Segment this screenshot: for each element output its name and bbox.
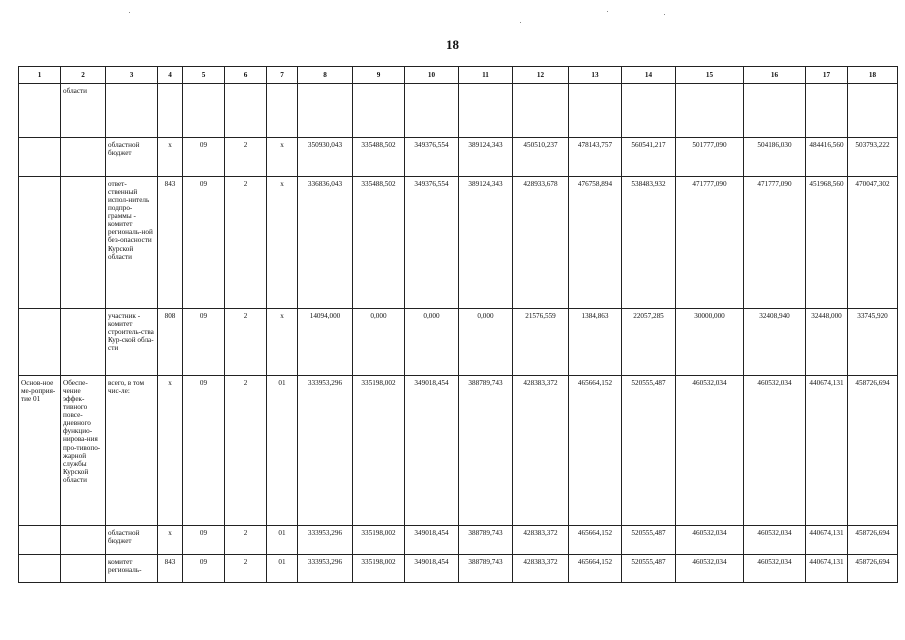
table-cell: участник - комитет строитель-ства Кур-ской обла-сти (106, 309, 158, 376)
table-cell: x (267, 138, 298, 177)
table-cell (622, 84, 676, 138)
table-cell: 2 (225, 177, 267, 309)
table-cell: 335198,002 (353, 526, 405, 555)
table-cell: 440674,131 (806, 376, 848, 526)
table-cell: 471777,090 (676, 177, 744, 309)
table-cell: 471777,090 (744, 177, 806, 309)
table-row (19, 526, 898, 555)
page-number: 18 (446, 37, 459, 52)
table-cell (19, 138, 61, 177)
column-header-1: 1 (19, 67, 61, 84)
scan-speck (607, 11, 608, 12)
table-cell: 335198,002 (353, 376, 405, 526)
table-cell: 349018,454 (405, 376, 459, 526)
column-header-4: 4 (158, 67, 183, 84)
table-cell: 32408,940 (744, 309, 806, 376)
table-cell (405, 84, 459, 138)
table-cell: комитет региональ- (106, 555, 158, 583)
table-cell (848, 84, 898, 138)
table-cell: 1384,863 (569, 309, 622, 376)
column-header-11: 11 (459, 67, 513, 84)
scan-speck (520, 22, 521, 23)
table-cell (459, 84, 513, 138)
table-cell: 458726,694 (848, 555, 898, 583)
table-cell: 0,000 (353, 309, 405, 376)
table-cell: 350930,043 (298, 138, 353, 177)
table-cell: 428383,372 (513, 376, 569, 526)
table-cell: x (158, 526, 183, 555)
table-cell (676, 84, 744, 138)
table-cell: всего, в том чис-ле: (106, 376, 158, 526)
column-header-15: 15 (676, 67, 744, 84)
table-cell: ответ-ственный испол-нитель подпро-граммы - комитет региональ-ной без-опасности Курской области (106, 177, 158, 309)
table-cell: 32448,000 (806, 309, 848, 376)
table-cell: 09 (183, 309, 225, 376)
table-cell: 520555,487 (622, 376, 676, 526)
table-cell: 843 (158, 555, 183, 583)
table-row (19, 555, 898, 583)
column-header-7: 7 (267, 67, 298, 84)
table-cell: 2 (225, 138, 267, 177)
table-cell: 501777,090 (676, 138, 744, 177)
table-cell (298, 84, 353, 138)
table-row (19, 84, 898, 138)
table-cell: 520555,487 (622, 526, 676, 555)
table-cell: 09 (183, 138, 225, 177)
table-cell: 465664,152 (569, 376, 622, 526)
table-cell: 460532,034 (744, 376, 806, 526)
table-cell: 333953,296 (298, 526, 353, 555)
column-header-2: 2 (61, 67, 106, 84)
table-cell: 09 (183, 526, 225, 555)
column-header-3: 3 (106, 67, 158, 84)
table-cell (19, 177, 61, 309)
column-header-13: 13 (569, 67, 622, 84)
table-cell: 440674,131 (806, 555, 848, 583)
table-cell (19, 84, 61, 138)
table-cell: 33745,920 (848, 309, 898, 376)
table-cell: 808 (158, 309, 183, 376)
table-cell (61, 138, 106, 177)
table-cell: x (267, 309, 298, 376)
table-cell: 349376,554 (405, 177, 459, 309)
table-cell: 22057,285 (622, 309, 676, 376)
table-cell: Обеспе-чение эффек-тивного повсе-дневного функцио-нирова-ния про-тивопо-жарной службы Курской области (61, 376, 106, 526)
table-cell: областной бюджет (106, 526, 158, 555)
table-cell: 335488,502 (353, 177, 405, 309)
table-cell (19, 555, 61, 583)
table-cell: Основ-ное ме-роприя-тие 01 (19, 376, 61, 526)
table-cell: 503793,222 (848, 138, 898, 177)
column-header-18: 18 (848, 67, 898, 84)
table-cell: 440674,131 (806, 526, 848, 555)
table-cell: 30000,000 (676, 309, 744, 376)
table-row (19, 309, 898, 376)
table-cell: 560541,217 (622, 138, 676, 177)
table-cell (225, 84, 267, 138)
table-cell (106, 84, 158, 138)
table-cell (61, 177, 106, 309)
table-cell (513, 84, 569, 138)
table-cell: 0,000 (459, 309, 513, 376)
table-cell: 460532,034 (744, 526, 806, 555)
column-header-12: 12 (513, 67, 569, 84)
table-cell: 2 (225, 555, 267, 583)
table-cell (61, 526, 106, 555)
table-cell (61, 309, 106, 376)
table-cell (19, 309, 61, 376)
table-cell: 465664,152 (569, 555, 622, 583)
table-cell (267, 84, 298, 138)
table-cell: 478143,757 (569, 138, 622, 177)
table-cell: 388789,743 (459, 555, 513, 583)
table-cell: 2 (225, 309, 267, 376)
table-cell: 349018,454 (405, 526, 459, 555)
table-cell: 450510,237 (513, 138, 569, 177)
budget-table (18, 66, 898, 583)
table-cell: 09 (183, 376, 225, 526)
table-cell: 0,000 (405, 309, 459, 376)
table-cell: 335488,502 (353, 138, 405, 177)
table-cell: области (61, 84, 106, 138)
table-cell: 09 (183, 177, 225, 309)
column-header-10: 10 (405, 67, 459, 84)
column-header-16: 16 (744, 67, 806, 84)
table-cell: 09 (183, 555, 225, 583)
table-cell: 538483,932 (622, 177, 676, 309)
table-cell: 476758,894 (569, 177, 622, 309)
table-cell (744, 84, 806, 138)
column-number-row (19, 67, 898, 84)
table-cell (183, 84, 225, 138)
table-cell: 333953,296 (298, 376, 353, 526)
scan-speck (129, 12, 130, 13)
table-cell: 460532,034 (676, 555, 744, 583)
table-cell: 333953,296 (298, 555, 353, 583)
table-cell: 428383,372 (513, 555, 569, 583)
table-cell: 460532,034 (676, 376, 744, 526)
table-cell: 458726,694 (848, 376, 898, 526)
table-body (19, 84, 898, 583)
table-cell: областной бюджет (106, 138, 158, 177)
table-cell: 428933,678 (513, 177, 569, 309)
table-cell: 484416,560 (806, 138, 848, 177)
table-row (19, 376, 898, 526)
table-cell: 465664,152 (569, 526, 622, 555)
table-cell: 460532,034 (744, 555, 806, 583)
table-cell (353, 84, 405, 138)
table-row (19, 177, 898, 309)
table-cell: 14094,000 (298, 309, 353, 376)
table-row (19, 138, 898, 177)
table-cell: 349376,554 (405, 138, 459, 177)
table-cell: 843 (158, 177, 183, 309)
table-cell: 01 (267, 376, 298, 526)
table-cell (569, 84, 622, 138)
table-cell: x (158, 138, 183, 177)
table-cell: 335198,002 (353, 555, 405, 583)
scan-speck (664, 14, 665, 15)
column-header-6: 6 (225, 67, 267, 84)
table-cell (61, 555, 106, 583)
column-header-14: 14 (622, 67, 676, 84)
table-cell: 2 (225, 526, 267, 555)
table-cell: 470047,302 (848, 177, 898, 309)
table-cell: 504186,030 (744, 138, 806, 177)
column-header-5: 5 (183, 67, 225, 84)
table-cell: 336836,043 (298, 177, 353, 309)
table-cell: 520555,487 (622, 555, 676, 583)
table-cell: 21576,559 (513, 309, 569, 376)
table-cell: 388789,743 (459, 526, 513, 555)
column-header-17: 17 (806, 67, 848, 84)
table-cell: 451968,560 (806, 177, 848, 309)
table-cell (19, 526, 61, 555)
table-cell: x (267, 177, 298, 309)
table-cell: 388789,743 (459, 376, 513, 526)
table-cell: 01 (267, 555, 298, 583)
table-cell: 389124,343 (459, 138, 513, 177)
table-cell: 349018,454 (405, 555, 459, 583)
table-cell: 389124,343 (459, 177, 513, 309)
table-cell: 428383,372 (513, 526, 569, 555)
table-cell: 458726,694 (848, 526, 898, 555)
table-cell: 460532,034 (676, 526, 744, 555)
table-cell: 2 (225, 376, 267, 526)
table-cell (158, 84, 183, 138)
table-cell (806, 84, 848, 138)
column-header-9: 9 (353, 67, 405, 84)
table-cell: 01 (267, 526, 298, 555)
table-cell: x (158, 376, 183, 526)
column-header-8: 8 (298, 67, 353, 84)
